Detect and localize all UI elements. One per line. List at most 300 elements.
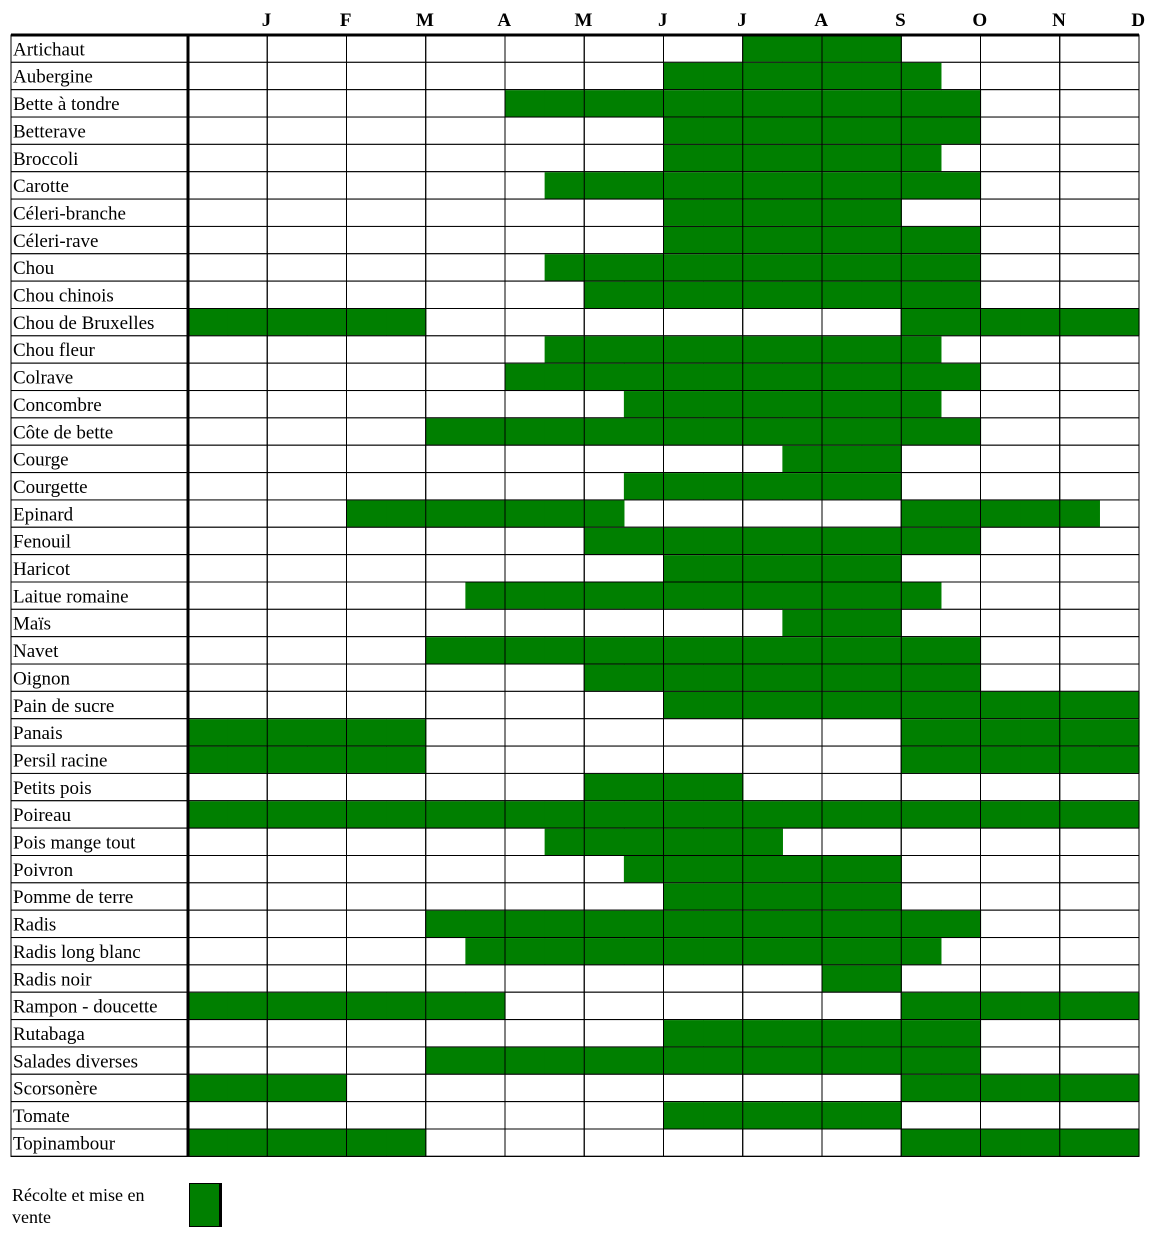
harvest-mark bbox=[624, 774, 664, 800]
harvest-mark bbox=[901, 500, 941, 526]
month-cell bbox=[188, 500, 267, 527]
month-cell bbox=[584, 144, 663, 171]
month-cell bbox=[426, 445, 505, 472]
month-cell bbox=[505, 1102, 584, 1129]
month-cell bbox=[981, 391, 1060, 418]
harvest-mark bbox=[822, 336, 862, 362]
harvest-mark bbox=[703, 418, 743, 444]
harvest-mark bbox=[901, 391, 941, 417]
harvest-mark bbox=[584, 583, 624, 609]
harvest-mark bbox=[545, 364, 585, 390]
month-cell bbox=[505, 199, 584, 226]
harvest-mark bbox=[1020, 500, 1060, 526]
harvest-mark bbox=[703, 391, 743, 417]
table-row bbox=[11, 609, 1139, 636]
month-cell bbox=[267, 965, 346, 992]
harvest-mark bbox=[862, 118, 902, 144]
month-cell bbox=[822, 746, 901, 773]
month-cell bbox=[1060, 35, 1139, 62]
harvest-mark bbox=[703, 1020, 743, 1046]
month-cell bbox=[426, 828, 505, 855]
row-label: Côte de bette bbox=[13, 422, 114, 444]
harvest-mark bbox=[862, 391, 902, 417]
harvest-mark bbox=[465, 993, 505, 1019]
month-cell bbox=[267, 938, 346, 965]
month-cell bbox=[267, 664, 346, 691]
month-cell bbox=[426, 719, 505, 746]
harvest-mark bbox=[664, 555, 704, 581]
month-header-6: J bbox=[657, 10, 668, 31]
harvest-mark bbox=[584, 528, 624, 554]
month-cell bbox=[267, 910, 346, 937]
harvest-mark bbox=[782, 555, 822, 581]
month-cell bbox=[664, 719, 743, 746]
harvest-mark bbox=[545, 1047, 585, 1073]
harvest-mark bbox=[664, 391, 704, 417]
harvest-mark bbox=[862, 528, 902, 554]
harvest-mark bbox=[941, 254, 981, 280]
table-row bbox=[11, 445, 1139, 472]
harvest-mark bbox=[703, 63, 743, 89]
harvest-mark bbox=[822, 227, 862, 253]
harvest-mark bbox=[862, 965, 902, 991]
month-cell bbox=[267, 199, 346, 226]
harvest-mark bbox=[822, 528, 862, 554]
harvest-mark bbox=[901, 1047, 941, 1073]
month-cell bbox=[267, 226, 346, 253]
harvest-mark bbox=[624, 911, 664, 937]
harvest-mark bbox=[664, 665, 704, 691]
harvest-mark bbox=[386, 747, 426, 773]
harvest-mark bbox=[743, 1102, 783, 1128]
harvest-mark bbox=[703, 473, 743, 499]
harvest-mark bbox=[822, 856, 862, 882]
month-header-3: M bbox=[415, 10, 434, 31]
month-cell bbox=[505, 719, 584, 746]
harvest-mark bbox=[664, 774, 704, 800]
harvest-mark bbox=[228, 801, 268, 827]
row-label: Aubergine bbox=[13, 66, 93, 88]
month-cell bbox=[188, 691, 267, 718]
harvest-mark bbox=[822, 36, 862, 62]
harvest-mark bbox=[664, 583, 704, 609]
harvest-mark bbox=[822, 965, 862, 991]
month-cell bbox=[584, 309, 663, 336]
harvest-mark bbox=[822, 883, 862, 909]
harvest-mark bbox=[703, 583, 743, 609]
month-cell bbox=[664, 309, 743, 336]
table-row bbox=[11, 1129, 1140, 1156]
month-cell bbox=[188, 910, 267, 937]
harvest-mark bbox=[703, 637, 743, 663]
harvest-mark bbox=[862, 227, 902, 253]
harvest-mark bbox=[743, 637, 783, 663]
month-cell bbox=[505, 117, 584, 144]
harvest-mark bbox=[545, 500, 585, 526]
harvest-mark bbox=[505, 500, 545, 526]
harvest-mark bbox=[624, 254, 664, 280]
harvest-mark bbox=[426, 637, 466, 663]
month-cell bbox=[426, 254, 505, 281]
month-cell bbox=[505, 1074, 584, 1101]
month-cell bbox=[981, 609, 1060, 636]
month-cell bbox=[188, 226, 267, 253]
harvest-mark bbox=[901, 637, 941, 663]
harvest-mark bbox=[1060, 719, 1100, 745]
harvest-mark bbox=[624, 172, 664, 198]
month-cell bbox=[981, 555, 1060, 582]
table-row bbox=[11, 199, 1139, 226]
harvest-mark bbox=[743, 938, 783, 964]
harvest-mark bbox=[664, 829, 704, 855]
row-label: Chou fleur bbox=[13, 340, 95, 362]
harvest-mark bbox=[1020, 747, 1060, 773]
harvest-mark bbox=[228, 1130, 268, 1156]
month-cell bbox=[188, 281, 267, 308]
month-cell bbox=[188, 527, 267, 554]
harvest-mark bbox=[505, 637, 545, 663]
harvest-mark bbox=[862, 446, 902, 472]
month-cell bbox=[347, 1074, 426, 1101]
harvest-mark bbox=[347, 309, 387, 335]
row-label: Pain de sucre bbox=[13, 695, 115, 717]
harvest-mark bbox=[822, 692, 862, 718]
month-header-12: D bbox=[1131, 10, 1146, 31]
row-label: Courgette bbox=[13, 476, 88, 498]
month-cell bbox=[901, 555, 980, 582]
harvest-mark bbox=[386, 993, 426, 1019]
harvest-mark bbox=[782, 1020, 822, 1046]
month-cell bbox=[188, 1102, 267, 1129]
month-cell bbox=[188, 938, 267, 965]
harvest-mark bbox=[941, 665, 981, 691]
month-cell bbox=[347, 1047, 426, 1074]
harvest-mark bbox=[624, 282, 664, 308]
harvest-mark bbox=[743, 90, 783, 116]
harvest-mark bbox=[624, 473, 664, 499]
month-cell bbox=[267, 856, 346, 883]
month-cell bbox=[584, 1129, 663, 1156]
harvest-mark bbox=[743, 145, 783, 171]
harvest-mark bbox=[347, 1130, 387, 1156]
harvest-mark bbox=[703, 364, 743, 390]
harvest-mark bbox=[743, 63, 783, 89]
harvest-mark bbox=[822, 637, 862, 663]
table-row bbox=[11, 473, 1139, 500]
harvest-mark bbox=[703, 555, 743, 581]
harvest-mark bbox=[505, 801, 545, 827]
month-cell bbox=[347, 691, 426, 718]
month-header-2: F bbox=[339, 10, 352, 31]
month-cell bbox=[822, 500, 901, 527]
harvest-mark bbox=[664, 911, 704, 937]
month-cell bbox=[505, 883, 584, 910]
month-cell bbox=[505, 281, 584, 308]
harvest-mark bbox=[782, 610, 822, 636]
harvest-mark bbox=[743, 801, 783, 827]
month-cell bbox=[584, 691, 663, 718]
row-label: Rutabaga bbox=[13, 1023, 85, 1045]
month-cell bbox=[981, 35, 1060, 62]
month-cell bbox=[743, 965, 822, 992]
month-cell bbox=[267, 363, 346, 390]
harvest-mark bbox=[228, 309, 268, 335]
harvest-mark bbox=[584, 829, 624, 855]
month-cell bbox=[981, 62, 1060, 89]
month-cell bbox=[981, 1102, 1060, 1129]
harvest-mark bbox=[941, 637, 981, 663]
month-cell bbox=[188, 582, 267, 609]
row-label: Fenouil bbox=[13, 531, 72, 553]
month-cell bbox=[426, 336, 505, 363]
month-header-9: S bbox=[895, 10, 906, 31]
month-cell bbox=[426, 117, 505, 144]
harvest-mark bbox=[743, 555, 783, 581]
month-header-8: A bbox=[814, 10, 829, 31]
month-cell bbox=[1060, 254, 1139, 281]
harvest-mark bbox=[664, 63, 704, 89]
harvest-mark bbox=[862, 637, 902, 663]
harvest-mark bbox=[703, 528, 743, 554]
month-cell bbox=[426, 691, 505, 718]
harvest-mark bbox=[1020, 719, 1060, 745]
harvest-mark bbox=[584, 637, 624, 663]
harvest-mark bbox=[545, 90, 585, 116]
month-cell bbox=[347, 144, 426, 171]
harvest-mark bbox=[862, 282, 902, 308]
month-cell bbox=[505, 309, 584, 336]
month-cell bbox=[188, 856, 267, 883]
month-cell bbox=[426, 144, 505, 171]
harvest-mark bbox=[307, 801, 347, 827]
harvest-mark bbox=[862, 254, 902, 280]
month-cell bbox=[188, 1047, 267, 1074]
harvest-mark bbox=[822, 364, 862, 390]
harvest-mark bbox=[188, 993, 228, 1019]
table-row bbox=[11, 910, 1139, 937]
harvest-mark bbox=[465, 500, 505, 526]
harvest-mark bbox=[941, 911, 981, 937]
month-header-1: J bbox=[261, 10, 272, 31]
harvest-mark bbox=[465, 801, 505, 827]
harvest-mark bbox=[545, 336, 585, 362]
row-label: Radis bbox=[13, 914, 57, 936]
harvest-mark bbox=[1060, 1130, 1100, 1156]
harvest-mark bbox=[743, 856, 783, 882]
row-label: Céleri-branche bbox=[13, 203, 126, 225]
month-cell bbox=[901, 35, 980, 62]
harvest-mark bbox=[862, 336, 902, 362]
month-cell bbox=[347, 938, 426, 965]
harvest-mark bbox=[822, 938, 862, 964]
month-cell bbox=[347, 445, 426, 472]
harvest-mark bbox=[743, 336, 783, 362]
month-header-7: J bbox=[737, 10, 747, 31]
row-label: Céleri-rave bbox=[13, 230, 99, 252]
month-cell bbox=[267, 90, 346, 117]
harvest-mark bbox=[664, 637, 704, 663]
harvest-mark bbox=[743, 36, 783, 62]
table-row bbox=[11, 391, 1139, 418]
month-cell bbox=[981, 828, 1060, 855]
harvest-mark bbox=[584, 774, 624, 800]
month-cell bbox=[267, 609, 346, 636]
row-label: Rampon - doucette bbox=[13, 996, 158, 1018]
harvest-mark bbox=[941, 1047, 981, 1073]
month-cell bbox=[188, 418, 267, 445]
table-row bbox=[11, 719, 1140, 746]
harvest-mark bbox=[347, 719, 387, 745]
harvest-mark bbox=[901, 801, 941, 827]
month-cell bbox=[267, 254, 346, 281]
harvest-mark bbox=[822, 801, 862, 827]
month-cell bbox=[347, 582, 426, 609]
month-cell bbox=[584, 62, 663, 89]
month-cell bbox=[267, 828, 346, 855]
harvest-mark bbox=[584, 336, 624, 362]
month-cell bbox=[584, 445, 663, 472]
harvest-mark bbox=[743, 528, 783, 554]
harvest-mark bbox=[743, 391, 783, 417]
harvest-mark bbox=[862, 911, 902, 937]
harvest-mark bbox=[664, 1102, 704, 1128]
harvest-mark bbox=[703, 282, 743, 308]
harvest-mark bbox=[584, 172, 624, 198]
harvest-mark bbox=[941, 418, 981, 444]
month-cell bbox=[347, 637, 426, 664]
harvest-mark bbox=[584, 254, 624, 280]
month-cell bbox=[267, 691, 346, 718]
month-cell bbox=[1060, 773, 1139, 800]
month-cell bbox=[426, 172, 505, 199]
harvest-mark bbox=[624, 418, 664, 444]
row-label: Petits pois bbox=[13, 777, 92, 799]
harvest-mark bbox=[901, 309, 941, 335]
harvest-mark bbox=[782, 391, 822, 417]
harvest-mark bbox=[822, 391, 862, 417]
harvest-mark bbox=[941, 747, 981, 773]
harvest-mark bbox=[703, 883, 743, 909]
month-cell bbox=[347, 62, 426, 89]
month-cell bbox=[1060, 445, 1139, 472]
harvest-mark bbox=[584, 938, 624, 964]
harvest-mark bbox=[664, 528, 704, 554]
month-cell bbox=[347, 90, 426, 117]
harvest-mark bbox=[386, 801, 426, 827]
row-label: Bette à tondre bbox=[13, 94, 120, 116]
harvest-mark bbox=[862, 418, 902, 444]
harvest-mark bbox=[703, 1102, 743, 1128]
harvest-mark bbox=[782, 118, 822, 144]
month-cell bbox=[1060, 965, 1139, 992]
month-cell bbox=[347, 226, 426, 253]
table-row bbox=[11, 62, 1139, 89]
harvest-mark bbox=[862, 610, 902, 636]
harvest-mark bbox=[386, 1130, 426, 1156]
harvest-mark bbox=[901, 938, 941, 964]
harvest-mark bbox=[782, 227, 822, 253]
harvest-mark bbox=[901, 145, 941, 171]
row-label: Scorsonère bbox=[13, 1078, 98, 1100]
harvest-mark bbox=[901, 282, 941, 308]
harvest-mark bbox=[782, 418, 822, 444]
harvest-mark bbox=[743, 473, 783, 499]
month-cell bbox=[505, 555, 584, 582]
month-cell bbox=[901, 773, 980, 800]
month-cell bbox=[505, 226, 584, 253]
harvest-mark bbox=[664, 118, 704, 144]
month-cell bbox=[1060, 609, 1139, 636]
harvest-mark bbox=[782, 528, 822, 554]
harvest-mark bbox=[743, 883, 783, 909]
row-label: Pois mange tout bbox=[13, 832, 136, 854]
table-row bbox=[11, 35, 1139, 62]
month-cell bbox=[981, 637, 1060, 664]
month-cell bbox=[1060, 226, 1139, 253]
harvest-mark bbox=[703, 172, 743, 198]
month-cell bbox=[743, 992, 822, 1019]
month-cell bbox=[505, 1020, 584, 1047]
harvest-mark bbox=[188, 309, 228, 335]
month-cell bbox=[743, 1129, 822, 1156]
harvest-mark bbox=[743, 583, 783, 609]
harvest-mark bbox=[347, 747, 387, 773]
month-cell bbox=[267, 336, 346, 363]
table-row bbox=[11, 992, 1140, 1019]
harvest-mark bbox=[941, 719, 981, 745]
harvest-mark bbox=[782, 364, 822, 390]
month-cell bbox=[584, 719, 663, 746]
month-cell bbox=[267, 172, 346, 199]
table-row bbox=[11, 281, 1139, 308]
harvest-mark bbox=[862, 364, 902, 390]
harvest-mark bbox=[307, 1130, 347, 1156]
month-cell bbox=[188, 1020, 267, 1047]
harvest-mark bbox=[862, 583, 902, 609]
harvest-mark bbox=[782, 90, 822, 116]
harvest-mark bbox=[743, 665, 783, 691]
harvest-mark bbox=[545, 254, 585, 280]
month-cell bbox=[267, 582, 346, 609]
month-cell bbox=[426, 473, 505, 500]
month-cell bbox=[1060, 199, 1139, 226]
month-header-10: O bbox=[972, 10, 988, 31]
harvest-mark bbox=[267, 801, 307, 827]
harvest-mark bbox=[664, 282, 704, 308]
month-cell bbox=[267, 1102, 346, 1129]
harvest-mark bbox=[1020, 801, 1060, 827]
harvest-mark bbox=[664, 90, 704, 116]
harvest-mark bbox=[862, 90, 902, 116]
month-cell bbox=[426, 609, 505, 636]
month-cell bbox=[426, 883, 505, 910]
month-cell bbox=[981, 1020, 1060, 1047]
month-cell bbox=[347, 910, 426, 937]
harvest-mark bbox=[782, 200, 822, 226]
month-cell bbox=[1060, 90, 1139, 117]
month-cell bbox=[981, 910, 1060, 937]
harvest-mark bbox=[941, 500, 981, 526]
harvest-mark bbox=[862, 1020, 902, 1046]
month-cell bbox=[822, 1074, 901, 1101]
month-cell bbox=[505, 992, 584, 1019]
month-cell bbox=[188, 336, 267, 363]
harvest-mark bbox=[188, 719, 228, 745]
harvest-mark bbox=[1020, 1130, 1060, 1156]
harvest-mark bbox=[941, 227, 981, 253]
month-cell bbox=[505, 609, 584, 636]
harvest-mark bbox=[862, 1102, 902, 1128]
